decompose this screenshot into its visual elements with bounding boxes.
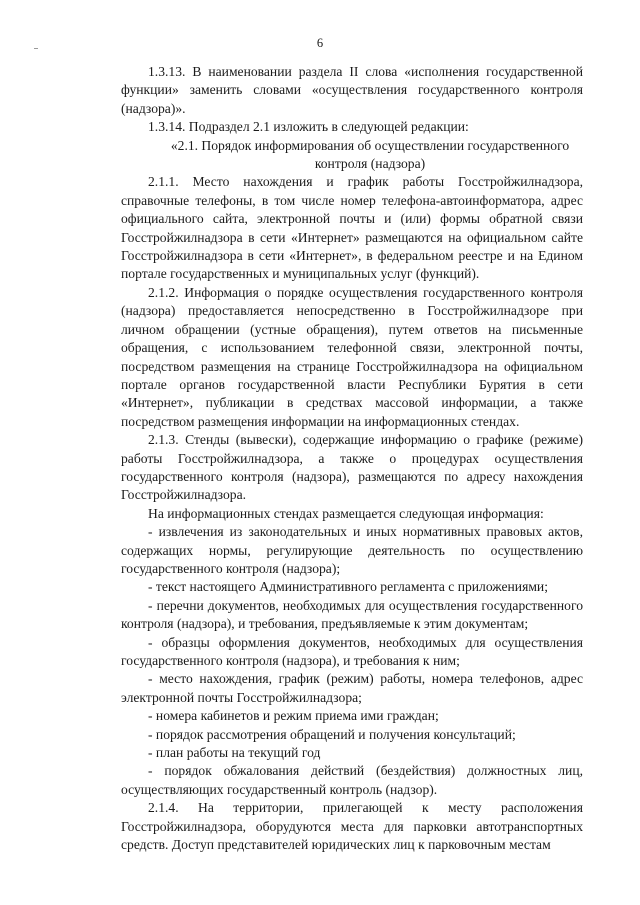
paragraph-stands-intro: На информационных стендах размещается следующая информация: <box>148 505 544 521</box>
list-item: - место нахождения, график (режим) работы, номера телефонов, адрес электронной почты Госстройжилнадзора; <box>121 671 583 705</box>
list-item: - порядок рассмотрения обращений и получения консультаций; <box>148 726 516 742</box>
paragraph-1-3-14: 1.3.14. Подраздел 2.1 изложить в следующей редакции: <box>148 119 469 135</box>
paragraph-2-1-3: 2.1.3. Стенды (вывески), содержащие информацию о графике (режиме) работы Госстройжилнадзора, а также о процедурах осуществления государственного контроля (надзора), размещаются по адресу нахождения Госстройжилнадзора. <box>121 432 583 503</box>
list-item: - порядок обжалования действий (бездействия) должностных лиц, осуществляющих государственный контроль (надзор). <box>121 763 583 797</box>
page-number: 6 <box>316 36 324 50</box>
list-item: - образцы оформления документов, необходимых для осуществления государственного контроля (надзора), и требования к ним; <box>121 634 583 668</box>
document-body <box>121 63 583 854</box>
paragraph-1-3-13: 1.3.13. В наименовании раздела II слова «исполнения государственной функции» заменить словами «осуществления государственного контроля (надзора)». <box>121 64 583 116</box>
paragraph-2-1-2: 2.1.2. Информация о порядке осуществления государственного контроля (надзора) предоставляется непосредственно в Госстройжилнадзоре при личном обращении (устные обращения), путем ответов на письменные обращения, с использованием телефонной связи, электронной почты, посредством размещения на странице Госстройжилнадзора на официальном портале органов государственной власти Республики Бурятия в сети «Интернет», публикации в средствах массовой информации, а также посредством размещения информации на информационных стендах. <box>121 284 583 429</box>
list-item: - извлечения из законодательных и иных нормативных правовых актов, содержащих нормы, регулирующие деятельность по осуществлению государственного контроля (надзора); <box>121 524 583 576</box>
scan-mark <box>34 48 38 49</box>
list-item: - номера кабинетов и режим приема ими граждан; <box>148 708 439 724</box>
paragraph-2-1-1: 2.1.1. Место нахождения и график работы Госстройжилнадзора, справочные телефоны, в том числе номер телефона-автоинформатора, адрес официального сайта, электронной почты и (или) формы обратной связи Госстройжилнадзора в сети «Интернет» размещаются на официальном сайте Госстройжилнадзора в сети «Интернет», в федеральном реестре и на Едином портале государственных и муниципальных услуг (функций). <box>121 174 583 282</box>
section-heading-2-1: «2.1. Порядок информирования об осуществлении государственного контроля (надзора) <box>170 137 570 172</box>
list-item: - текст настоящего Административного регламента с приложениями; <box>148 579 548 595</box>
list-item: - перечни документов, необходимых для осуществления государственного контроля (надзора), и требования, предъявляемые к этим документам; <box>121 597 583 632</box>
list-item: - план работы на текущий год <box>148 745 321 761</box>
paragraph-2-1-4: 2.1.4. На территории, прилегающей к месту расположения Госстройжилнадзора, оборудуются места для парковки автотранспортных средств. Доступ представителей юридических лиц к парковочным местам <box>121 800 583 853</box>
